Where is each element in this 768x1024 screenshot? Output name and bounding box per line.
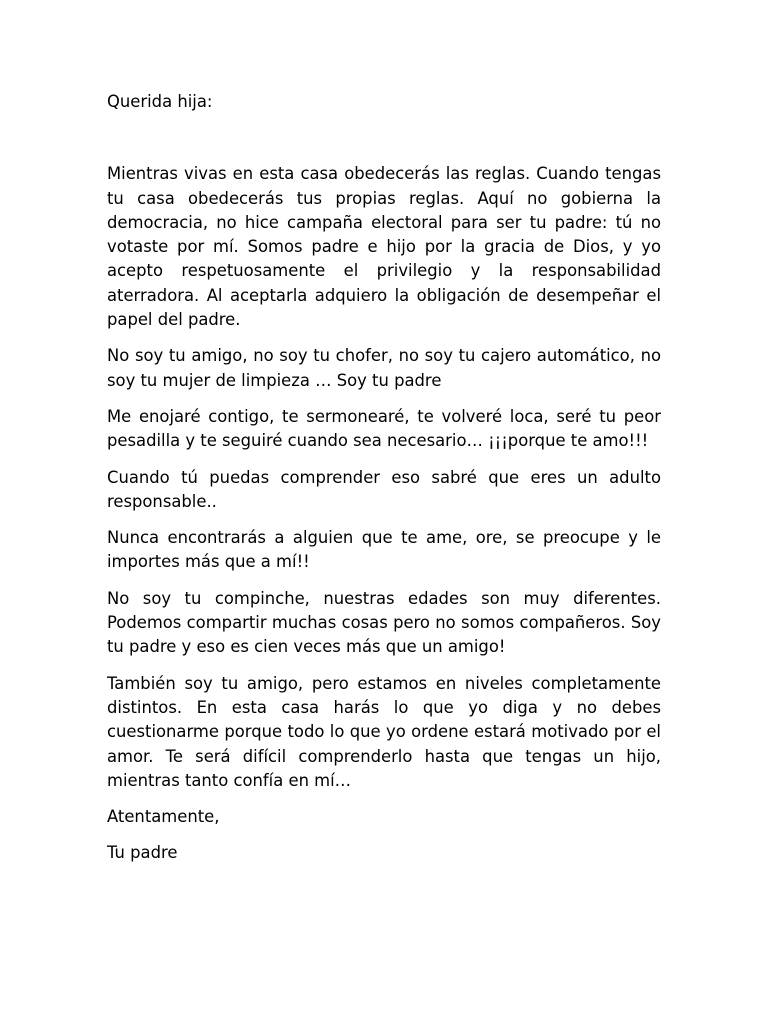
letter-paragraph-2: No soy tu amigo, no soy tu chofer, no soy tu cajero automático, no soy tu mujer de limpieza … Soy tu padre — [107, 346, 661, 390]
letter-greeting: Querida hija: — [107, 92, 213, 111]
letter-paragraph-6: No soy tu compinche, nuestras edades son muy diferentes. Podemos compartir muchas cosas pero no somos compañeros. Soy tu padre y eso es cien veces más que un amigo! — [107, 588, 661, 657]
letter-paragraph-5: Nunca encontrarás a alguien que te ame, ore, se preocupe y le importes más que a mí!! — [107, 528, 661, 572]
letter-paragraph-4: Cuando tú puedas comprender eso sabré que eres un adulto responsable.. — [107, 467, 661, 511]
letter-signature: Tu padre — [107, 843, 178, 863]
letter-closing: Atentamente, — [107, 807, 220, 827]
letter-paragraph-3: Me enojaré contigo, te sermonearé, te volveré loca, seré tu peor pesadilla y te seguiré cuando sea necesario… ¡¡¡porque te amo!!! — [107, 406, 661, 451]
letter-paragraph-7: También soy tu amigo, pero estamos en niveles completamente distintos. En esta casa harás lo que yo diga y no debes cuestionarme porque todo lo que yo ordene estará motivado por el amor. Te será difícil comprenderlo hasta que tengas un hijo, mientras tanto confía en mí… — [107, 673, 661, 790]
letter-page — [107, 90, 661, 878]
letter-paragraph-1: Mientras vivas en esta casa obedecerás las reglas. Cuando tengas tu casa obedecerás tus propias reglas. Aquí no gobierna la democracia, no hice campaña electoral para ser tu padre: tú no votaste por mí. Somos padre e hijo por la gracia de Dios, y yo acepto respetuosamente el privilegio y la responsabilidad aterradora. Al aceptarla adquiero la obligación de desempeñar el papel del padre. — [107, 164, 661, 330]
